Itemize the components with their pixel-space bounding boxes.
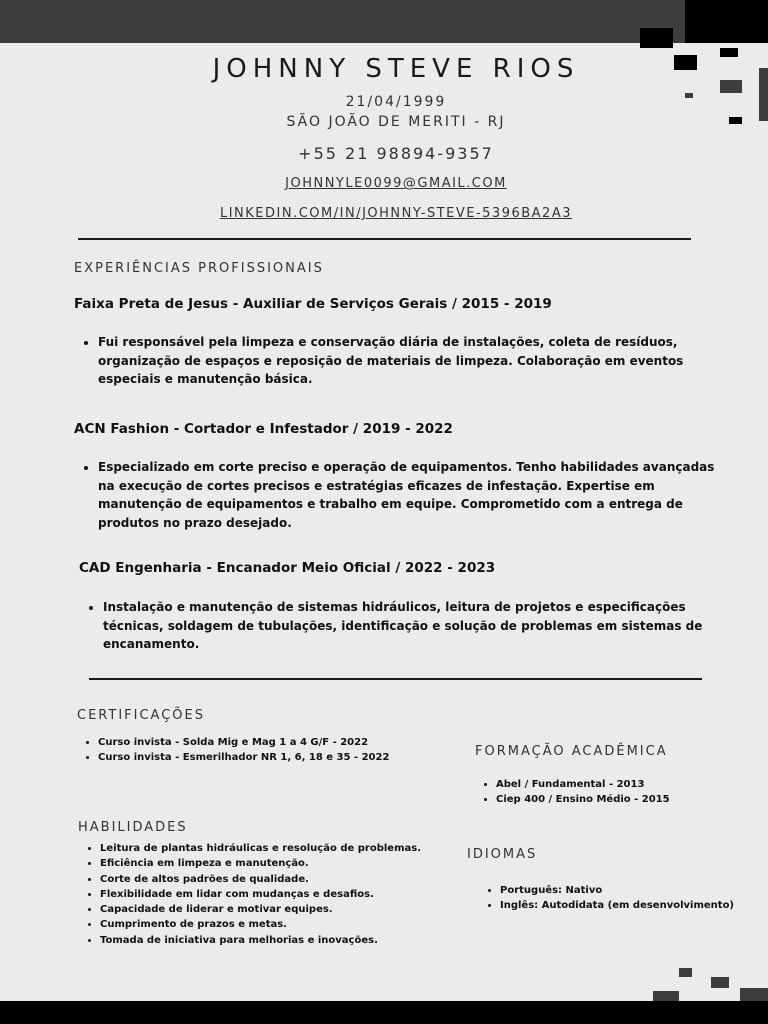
language-item: • Português: Nativo [500, 883, 768, 898]
birth-date: 21/04/1999 [345, 94, 447, 110]
skill-item: • Flexibilidade em lidar com mudanças e desafios. [100, 887, 480, 902]
skills-list [78, 841, 480, 948]
job-description: • Fui responsável pela limpeza e conservação diária de instalações, coleta de resíduos, organização de espaços e reposição de materiais de limpeza. Colaboração em eventos especiais e manutenção básica. [98, 333, 718, 389]
decor-block [711, 977, 729, 988]
certifications-section-title: CERTIFICAÇÕES [77, 708, 205, 723]
job-description-list [74, 333, 718, 389]
languages-list [478, 883, 768, 914]
experience-section-title: EXPERIÊNCIAS PROFISSIONAIS [74, 261, 324, 276]
decor-block [640, 28, 673, 48]
skill-item: • Capacidade de liderar e motivar equipes. [100, 902, 480, 917]
decor-block [740, 988, 768, 1001]
skill-item: • Leitura de plantas hidráulicas e resolução de problemas. [100, 841, 480, 856]
skill-item: • Cumprimento de prazos e metas. [100, 917, 480, 932]
location: SÃO JOÃO DE MERITI - RJ [286, 114, 506, 130]
divider [89, 678, 702, 680]
job-heading: Faixa Preta de Jesus - Auxiliar de Serviços Gerais / 2015 - 2019 [74, 296, 552, 312]
education-list [474, 777, 768, 808]
bottom-bar [0, 1001, 768, 1024]
candidate-name: JOHNNY STEVE RIOS [212, 54, 580, 84]
certifications-list [76, 735, 458, 766]
skill-item: • Corte de altos padrões de qualidade. [100, 872, 480, 887]
certification-item: • Curso invista - Solda Mig e Mag 1 a 4 G/F - 2022 [98, 735, 458, 750]
skill-item: • Eficiência em limpeza e manutenção. [100, 856, 480, 871]
job-heading: ACN Fashion - Cortador e Infestador / 2019 - 2022 [74, 421, 453, 437]
language-item: • Inglês: Autodidata (em desenvolvimento) [500, 898, 768, 913]
job-description-list [79, 598, 713, 654]
divider [78, 238, 691, 240]
job-description: • Instalação e manutenção de sistemas hidráulicos, leitura de projetos e especificações técnicas, soldagem de tubulações, identificação e solução de problemas em sistemas de encanamento. [103, 598, 713, 654]
decor-block [679, 968, 692, 977]
skill-item: • Tomada de iniciativa para melhorias e inovações. [100, 933, 480, 948]
education-item: • Ciep 400 / Ensino Médio - 2015 [496, 792, 768, 807]
job-heading: CAD Engenharia - Encanador Meio Oficial / 2022 - 2023 [79, 560, 496, 576]
education-section-title: FORMAÇÃO ACADÊMICA [475, 744, 668, 759]
certification-item: • Curso invista - Esmerilhador NR 1, 6, 18 e 35 - 2022 [98, 750, 458, 765]
job-description-list [74, 458, 723, 532]
phone-number: +55 21 98894-9357 [298, 144, 494, 163]
email-link[interactable]: JOHNNYLE0099@GMAIL.COM [285, 176, 507, 191]
skills-section-title: HABILIDADES [78, 820, 188, 835]
job-description: • Especializado em corte preciso e operação de equipamentos. Tenho habilidades avançadas na execução de cortes precisos e estratégias eficazes de infestação. Expertise em manutenção de equipamentos e trabalho em equipe. Comprometido com a entrega de produtos no prazo desejado. [98, 458, 723, 532]
languages-section-title: IDIOMAS [467, 847, 538, 862]
linkedin-link[interactable]: LINKEDIN.COM/IN/JOHNNY-STEVE-5396BA2A3 [219, 206, 572, 221]
decor-block [685, 0, 768, 43]
education-item: • Abel / Fundamental - 2013 [496, 777, 768, 792]
